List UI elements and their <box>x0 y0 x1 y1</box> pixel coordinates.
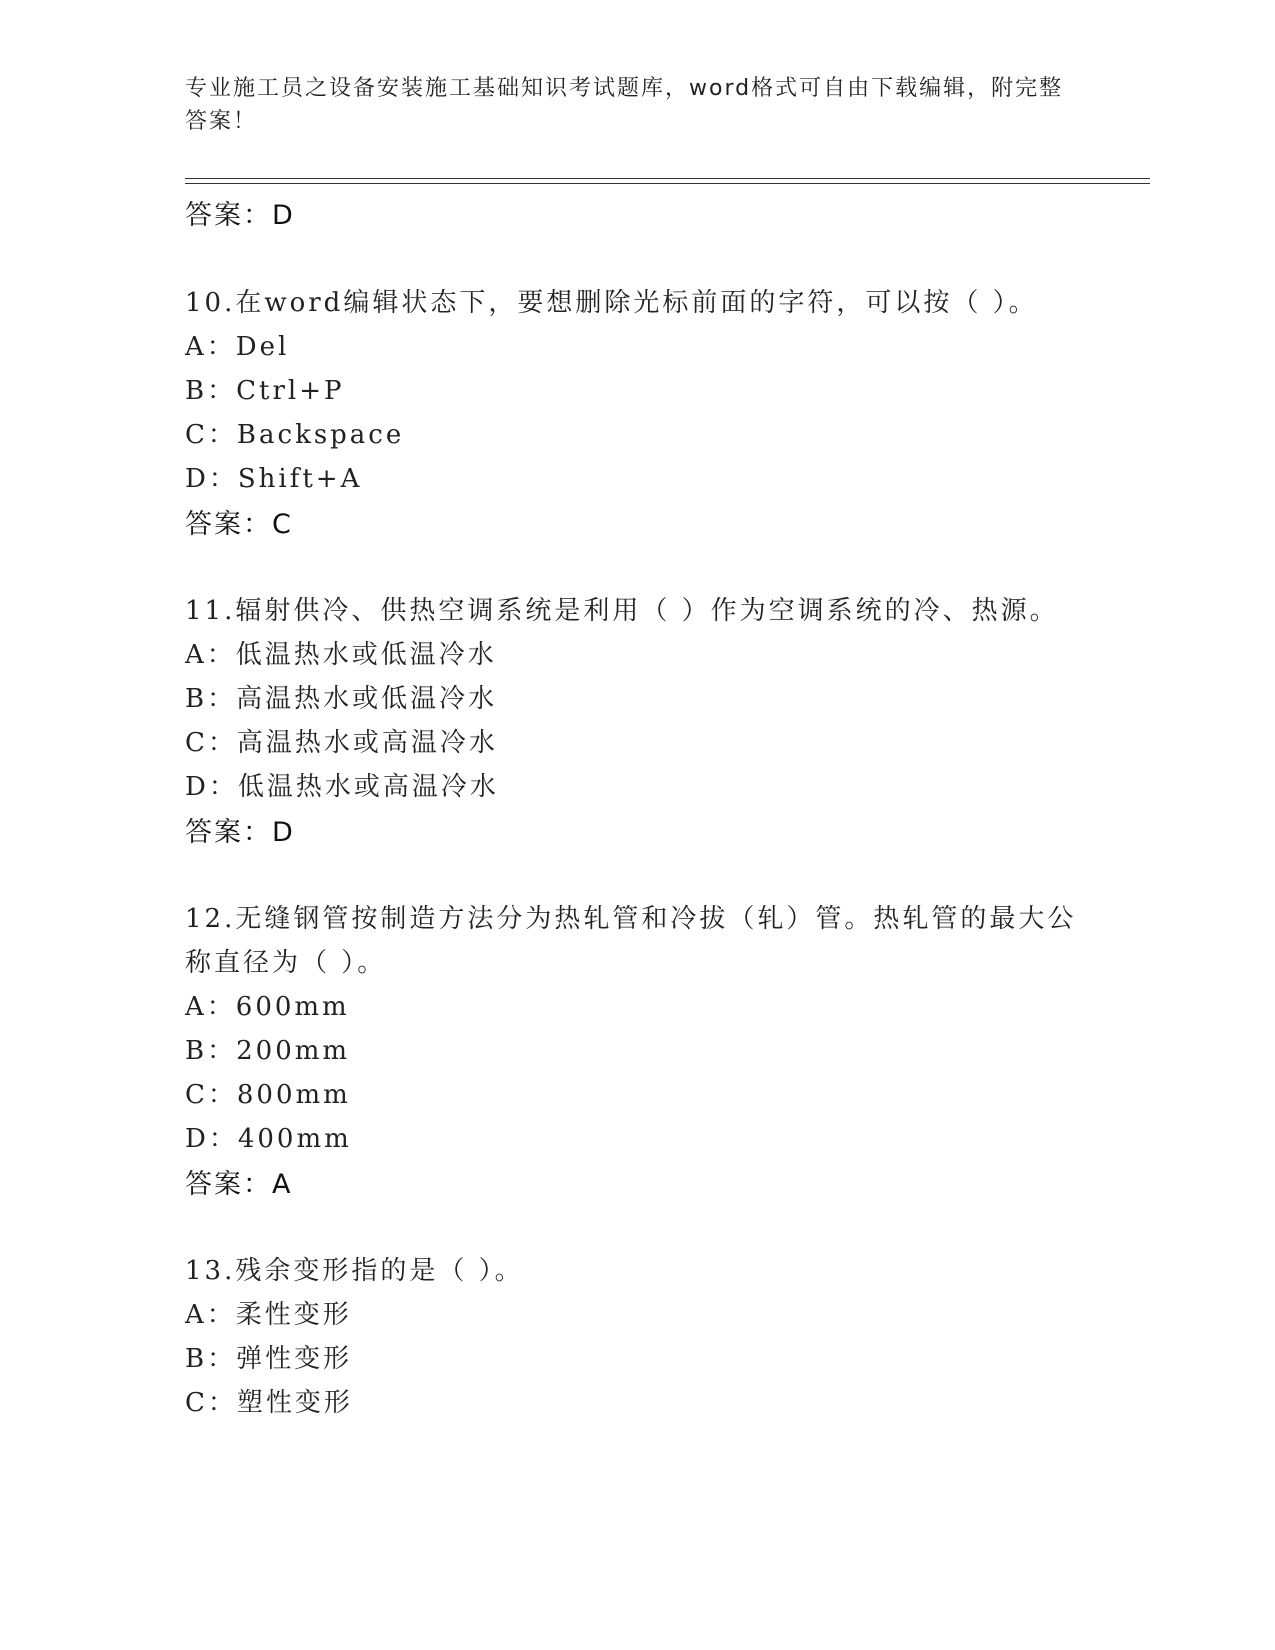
question-12-option-c: C：800mm <box>185 1080 351 1110</box>
question-13-option-a: A：柔性变形 <box>185 1300 352 1330</box>
question-12-option-a: A：600mm <box>185 992 350 1022</box>
question-11-option-c: C：高温热水或高温冷水 <box>185 728 498 758</box>
question-10-answer: 答案：C <box>185 509 293 540</box>
question-10-option-d: D：Shift+A <box>185 464 363 494</box>
question-13-option-c: C：塑性变形 <box>185 1388 353 1418</box>
question-12-answer: 答案：A <box>185 1169 293 1200</box>
question-10-option-c: C：Backspace <box>185 420 405 450</box>
header-rule-top <box>185 178 1150 179</box>
question-11-stem: 11.辐射供冷、供热空调系统是利用（ ）作为空调系统的冷、热源。 <box>185 596 1059 626</box>
question-11-option-a: A：低温热水或低温冷水 <box>185 640 497 670</box>
question-12-option-b: B：200mm <box>185 1036 351 1066</box>
question-11-option-d: D：低温热水或高温冷水 <box>185 772 499 802</box>
answer-previous: 答案：D <box>185 200 295 231</box>
question-10-option-a: A：Del <box>185 332 290 362</box>
question-13-option-b: B：弹性变形 <box>185 1344 353 1374</box>
question-10-stem: 10.在word编辑状态下，要想删除光标前面的字符，可以按（ ）。 <box>185 288 1038 318</box>
header-rule-bottom <box>185 183 1150 184</box>
question-11-option-b: B：高温热水或低温冷水 <box>185 684 498 714</box>
question-10-option-b: B：Ctrl+P <box>185 376 345 406</box>
question-13-stem: 13.残余变形指的是（ ）。 <box>185 1256 524 1286</box>
question-11-answer: 答案：D <box>185 817 295 848</box>
document-header: 专业施工员之设备安装施工基础知识考试题库，word格式可自由下载编辑，附完整答案！ <box>185 76 1064 134</box>
question-12-option-d: D：400mm <box>185 1124 352 1154</box>
question-12-stem-line-1: 12.无缝钢管按制造方法分为热轧管和冷拔（轧）管。热轧管的最大公 <box>185 904 1077 934</box>
question-12-stem-line-2: 称直径为（ ）。 <box>185 948 387 978</box>
